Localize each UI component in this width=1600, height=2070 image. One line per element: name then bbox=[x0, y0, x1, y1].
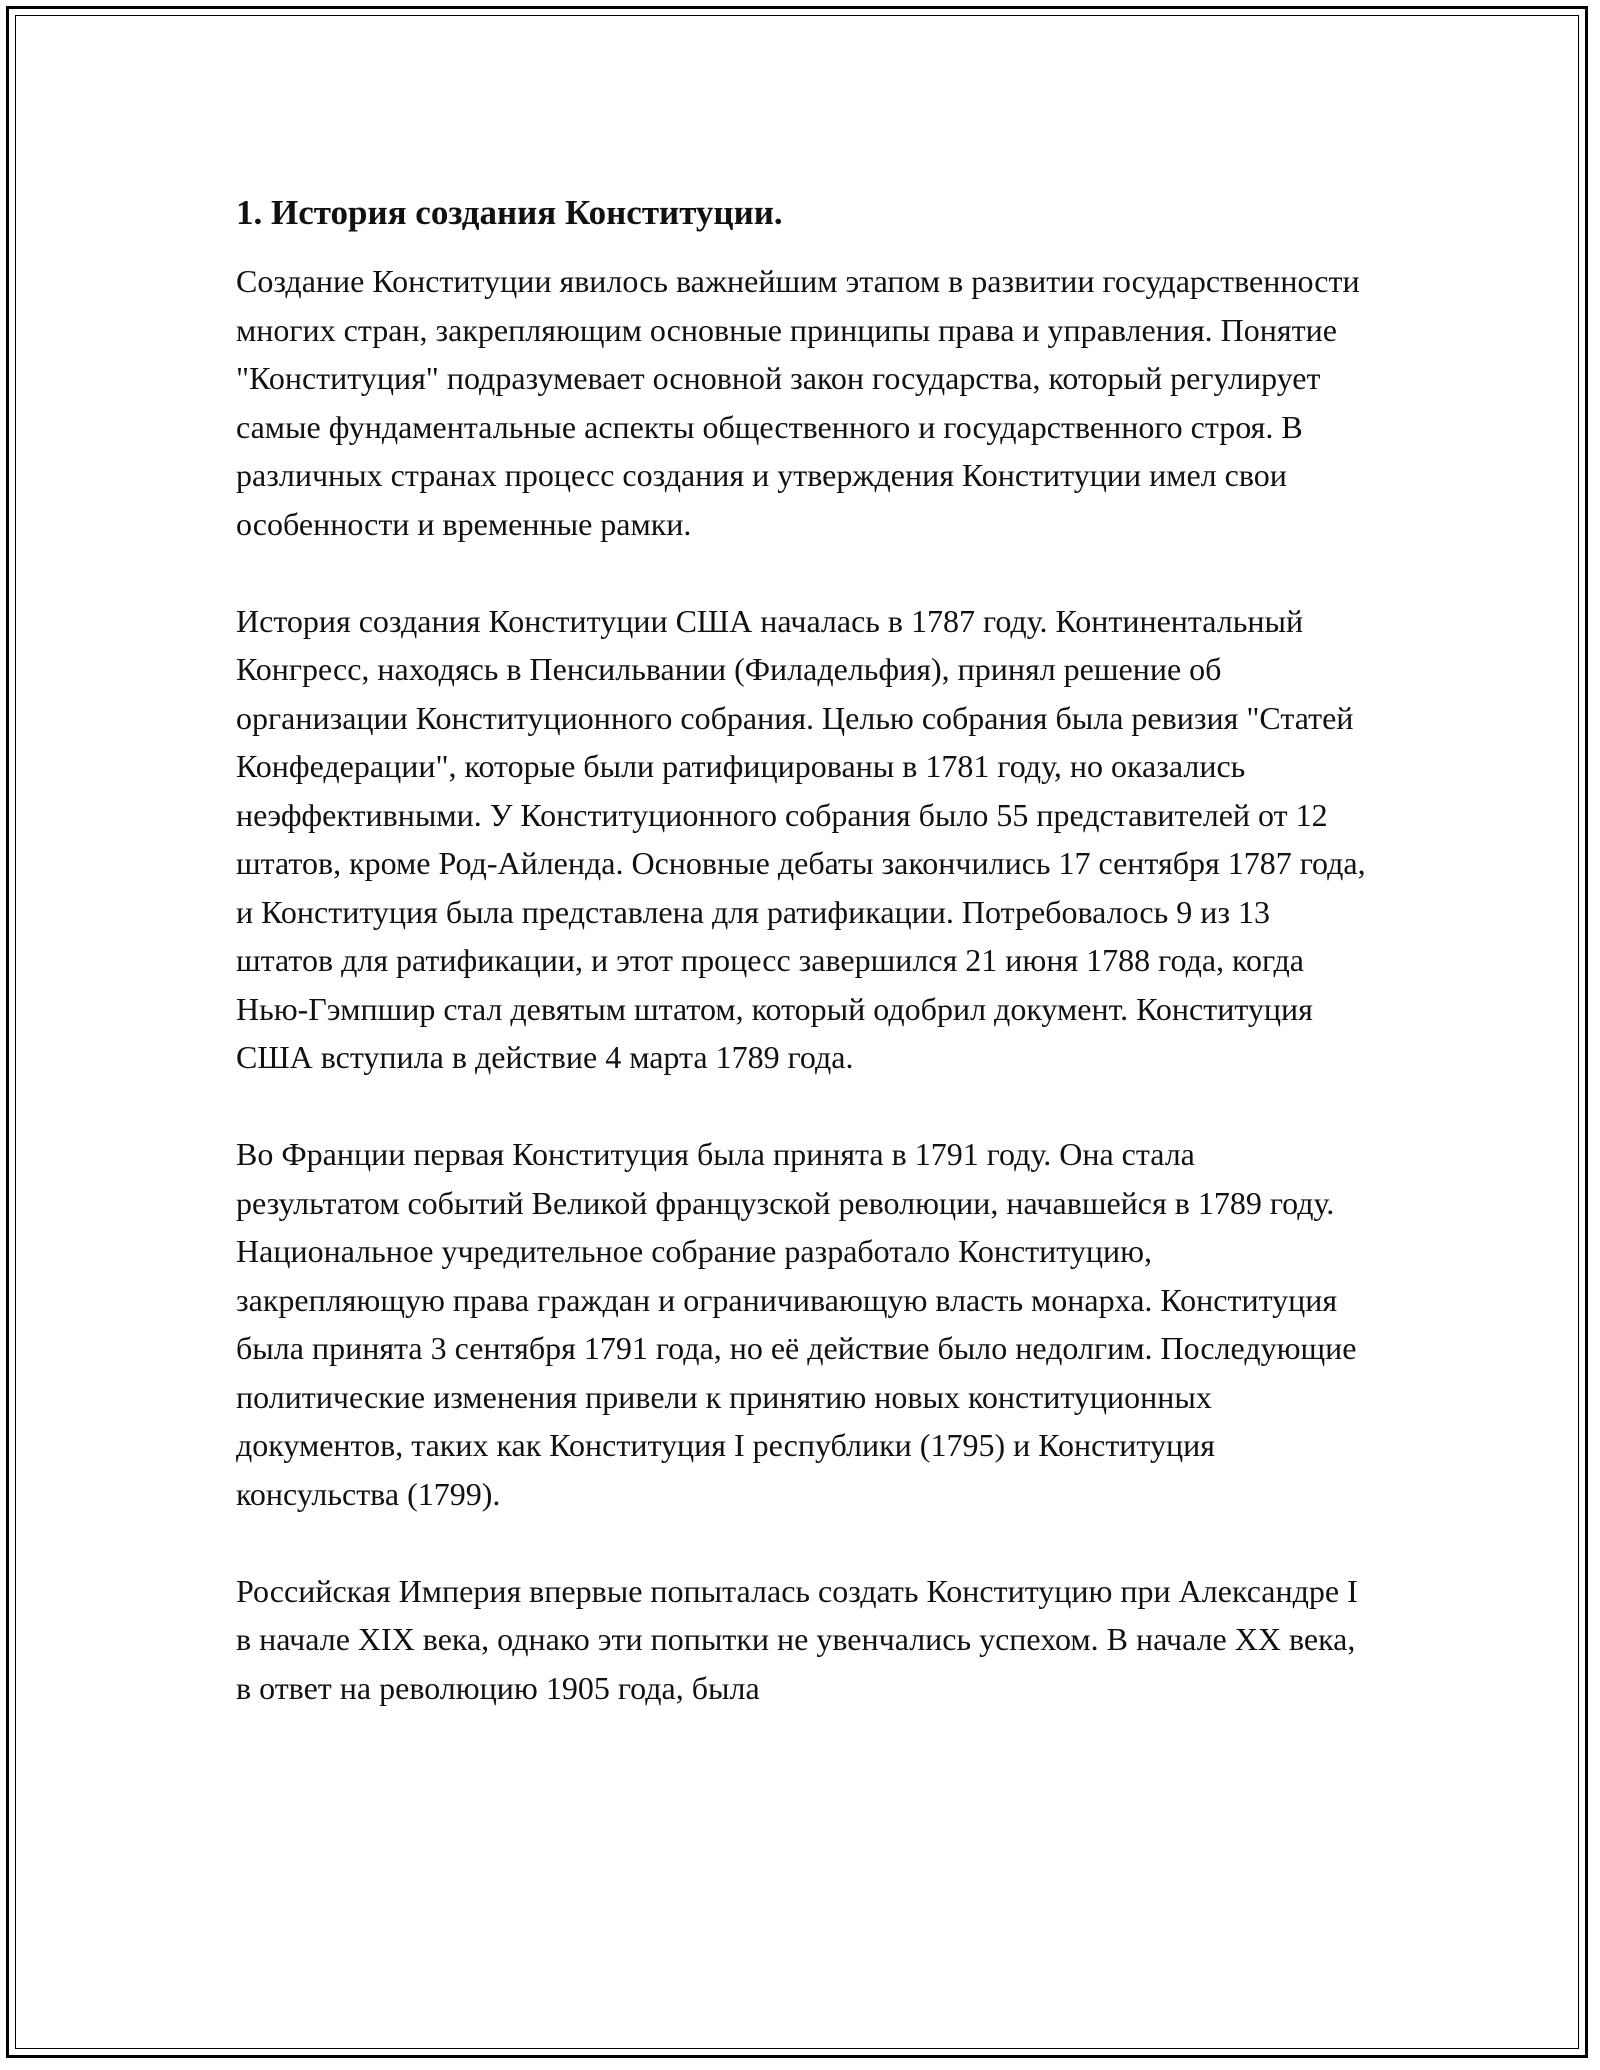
paragraph-usa: История создания Конституции США началась в 1787 году. Континентальный Конгресс, находясь в Пенсильвании (Филадельфия), принял решение об организации Конституционного собрания. Целью собрания была ревизия "Статей Конфедерации", которые были ратифицированы в 1781 году, но оказались неэффективными. У Конституционного собрания было 55 представителей от 12 штатов, кроме Род-Айленда. Основные дебаты закончились 17 сентября 1787 года, и Конституция была представлена для ратификации. Потребовалось 9 из 13 штатов для ратификации, и этот процесс завершился 21 июня 1788 года, когда Нью-Гэмпшир стал девятым штатом, который одобрил документ. Конституция США вступила в действие 4 марта 1789 года. bbox=[236, 602, 1366, 1075]
paragraph-france: Во Франции первая Конституция была принята в 1791 году. Она стала результатом событий Великой французской революции, начавшейся в 1789 году. Национальное учредительное собрание разработало Конституцию, закрепляющую права граждан и ограничивающую власть монарха. Конституция была принята 3 сентября 1791 года, но её действие было недолгим. Последующие политические изменения привели к принятию новых конституционных документов, таких как Конституция I республики (1795) и Конституция консульства (1799). bbox=[236, 1136, 1357, 1512]
paragraph-russia: Российская Империя впервые попыталась создать Конституцию при Александре I в начале XIX века, однако эти попытки не увенчались успехом. В начале XX века, в ответ на революцию 1905 года, была bbox=[236, 1572, 1358, 1706]
paragraph-intro: Создание Конституции явилось важнейшим этапом в развитии государственности многих стран, закрепляющим основные принципы права и управления. Понятие "Конституция" подразумевает основной закон государства, который регулирует самые фундаментальные аспекты общественного и государственного строя. В различных странах процесс создания и утверждения Конституции имел свои особенности и временные рамки. bbox=[236, 263, 1360, 542]
document-heading: 1. История создания Конституции. bbox=[236, 193, 783, 232]
document-body bbox=[236, 189, 1366, 1761]
